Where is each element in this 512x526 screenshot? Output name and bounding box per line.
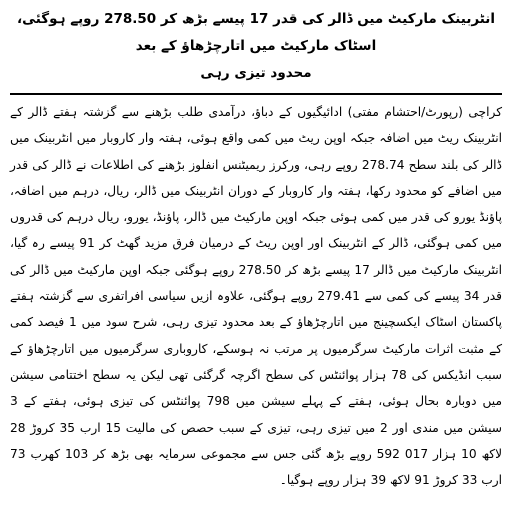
headline-divider — [10, 93, 502, 95]
headline-line-2: محدود تیزی رہی — [200, 65, 312, 81]
article-headline — [10, 6, 502, 87]
article-body: کراچی (رپورٹ/احتشام مفتی) ادائیگیوں کے دباؤ، درآمدی طلب بڑھنے سے گزشتہ ہفتے ڈالر کے انٹربینک ریٹ میں اضافہ جبکہ اوپن ریٹ میں کمی واقع ہوئی، ہفتہ وار کاروبار میں انٹربینک میں ڈالر کی بلند سطح 278.74 روپے رہی، ورکرز ریمیٹنس انفلوز بڑھنے کی اطلاعات نے ڈالر کی قدر میں اضافے کو محدود رکھا، ہفتہ وار کاروبار کے دوران انٹربینک میں ڈالر، ریال، درہم میں اضافہ، پاؤنڈ یورو کی قدر میں کمی ہوئی جبکہ اوپن مارکیٹ میں ڈالر، پاؤنڈ، یورو، ریال درہم کی قدروں میں کمی ہوگئی، ڈالر کے انٹربینک اور اوپن ریٹ کے درمیان فرق مزید گھٹ کر 91 پیسے رہ گیا، انٹربینک مارکیٹ میں ڈالر 17 پیسے بڑھ کر 278.50 روپے ہوگئی جبکہ اوپن مارکیٹ میں ڈالر کی قدر 34 پیسے کی کمی سے 279.41 روپے ہوگئی، علاوہ ازیں سیاسی افراتفری سے گزشتہ ہفتے پاکستان اسٹاک ایکسچینج میں اتارچڑھاؤ کے بعد محدود تیزی رہی، شرح سود میں 1 فیصد کمی کے مثبت اثرات مارکیٹ سرگرمیوں پر مرتب نہ ہوسکے، کاروباری سرگرمیوں میں اتارچڑھاؤ کے سبب انڈیکس کی 78 ہزار پوائنٹس کی سطح اگرچہ گرگئی تھی لیکن یہ سطح اختتامی سیشن میں دوبارہ بحال ہوئی، ہفتے کے پہلے سیشن میں 798 پوائنٹس کی تیزی ہوئی، ہفتے کے 3 سیشن میں مندی اور 2 میں تیزی رہی، تیزی کے سبب حصص کی مالیت 15 ارب 35 کروڑ 28 لاکھ 10 ہزار 017 592 روپے بڑھ گئی جس سے مجموعی سرمایہ بھی بڑھ کر 103 کھرب 73 ارب 33 کروڑ 91 لاکھ 39 ہزار روپے ہوگیا۔ — [10, 105, 503, 488]
headline-line-1: انٹربینک مارکیٹ میں ڈالر کی قدر 17 پیسے بڑھ کر 278.50 روپے ہوگئی، اسٹاک مارکیٹ میں اتارچڑھاؤ کے بعد — [16, 11, 495, 54]
